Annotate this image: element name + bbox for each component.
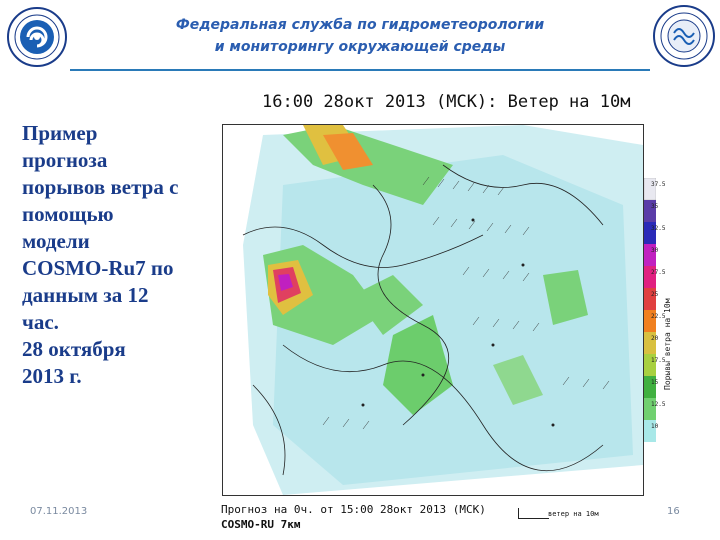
agency-title: [150, 14, 570, 58]
wind-gust-map-image: [222, 124, 644, 496]
caption-line: час.: [22, 310, 59, 334]
scale-tick-label: 15: [651, 379, 659, 386]
map-title: 16:00 28окт 2013 (МСК): Ветер на 10м: [262, 92, 631, 112]
scale-tick-label: 25: [651, 291, 659, 298]
wind-barb-key-icon: [518, 508, 549, 519]
scale-tick-label: 27.5: [651, 269, 666, 276]
agency-title-line1: Федеральная служба по гидрометеорологии: [175, 17, 545, 33]
caption-line: 28 октября: [22, 337, 126, 361]
roshydromet-emblem-icon: [6, 6, 68, 68]
scale-tick-label: 32.5: [651, 225, 666, 232]
map-model-name: COSMO-RU 7км: [221, 518, 301, 531]
caption-line: порывов ветра с: [22, 175, 179, 199]
wind-barb-key-label: ветер на 10м: [548, 510, 599, 518]
scale-tick-label: 30: [651, 247, 659, 254]
caption-line: данным за 12: [22, 283, 149, 307]
scale-tick-label: 10: [651, 423, 659, 430]
caption-line: COSMO-Ru7 по: [22, 256, 174, 280]
scale-tick-label: 17.5: [651, 357, 666, 364]
caption-line: помощью: [22, 202, 114, 226]
caption-line: прогноза: [22, 148, 108, 172]
scale-axis-label: Порывы ветра на 10м: [663, 298, 672, 390]
slide-page-number: 16: [667, 506, 680, 517]
map-forecast-line: Прогноз на 0ч. от 15:00 28окт 2013 (МСК): [221, 503, 486, 516]
forecast-map: [210, 120, 710, 520]
scale-tick-label: 22.5: [651, 313, 666, 320]
agency-title-line2: и мониторингу окружающей среды: [214, 39, 506, 55]
scale-tick-label: 12.5: [651, 401, 666, 408]
slide-date: 07.11.2013: [30, 506, 88, 517]
slide-caption: [22, 120, 212, 390]
caption-line: модели: [22, 229, 90, 253]
caption-line: 2013 г.: [22, 364, 82, 388]
roshydromet-seal-icon: [652, 4, 716, 68]
caption-line: Пример: [22, 121, 98, 145]
scale-tick-label: 35: [651, 203, 659, 210]
scale-tick-label: 37.5: [651, 181, 666, 188]
header-divider: [70, 69, 650, 71]
scale-tick-label: 20: [651, 335, 659, 342]
